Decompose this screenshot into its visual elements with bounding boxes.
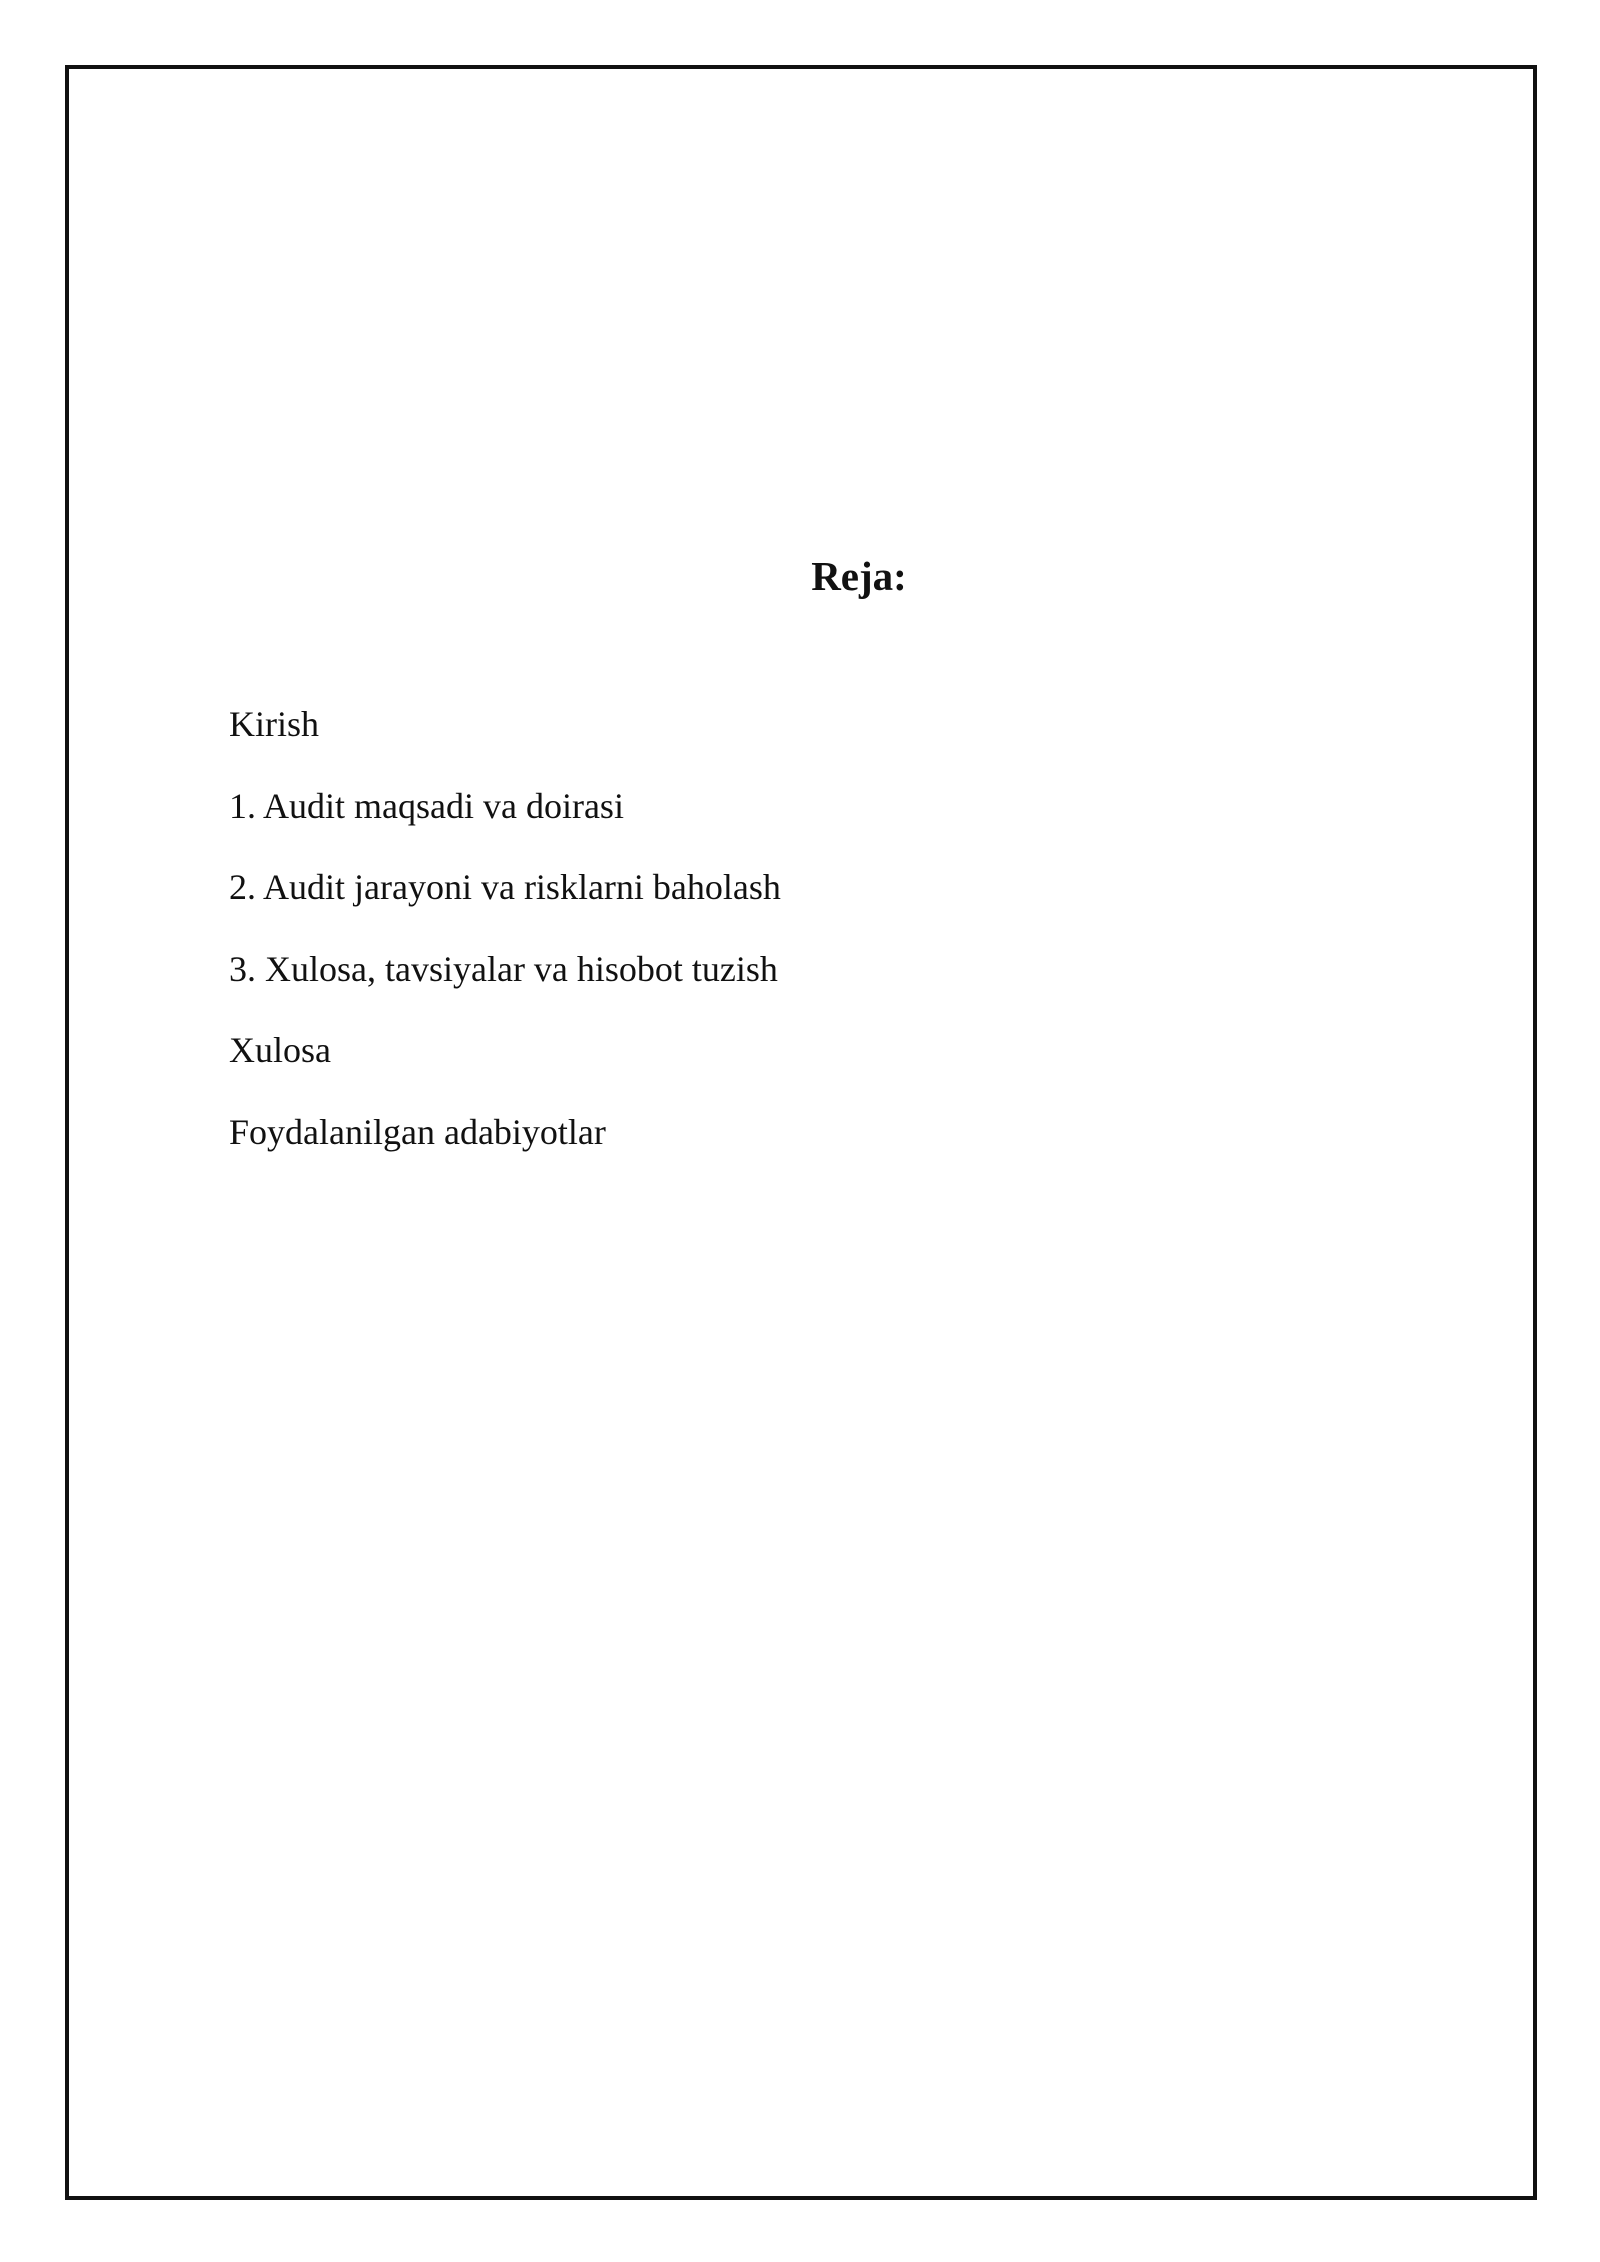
plan-item-section-3: 3. Xulosa, tavsiyalar va hisobot tuzish — [229, 948, 778, 989]
plan-item-section-1: 1. Audit maqsadi va doirasi — [229, 785, 624, 826]
plan-item-section-2: 2. Audit jarayoni va risklarni baholash — [229, 867, 781, 907]
plan-item-references: Foydalanilgan adabiyotlar — [229, 1111, 606, 1152]
plan-item-introduction: Kirish — [229, 704, 319, 744]
plan-title: Reja: — [811, 553, 907, 599]
plan-item-conclusion: Xulosa — [229, 1030, 331, 1070]
plan-list — [229, 700, 781, 1189]
